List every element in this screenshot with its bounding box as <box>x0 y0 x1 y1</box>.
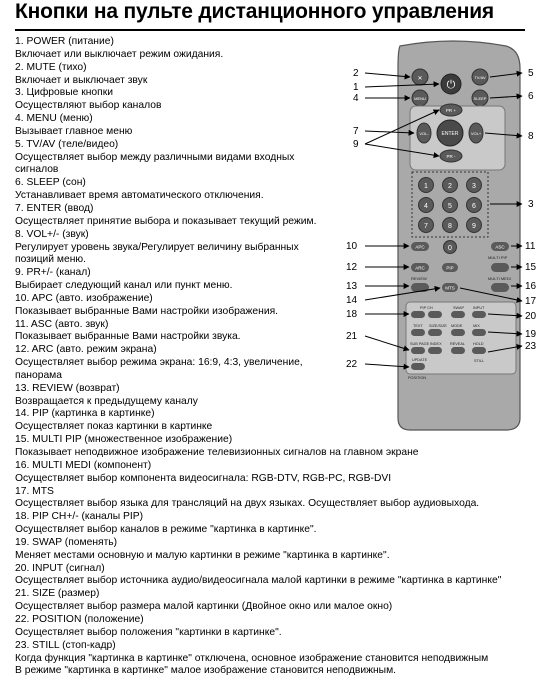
callout-number: 17 <box>525 296 537 307</box>
description-line: панорама <box>15 369 62 381</box>
description-line: Показывает выбранные Вами настройки звука. <box>15 331 241 343</box>
svg-text:MTS: MTS <box>445 285 455 291</box>
description-line: Устанавливает время автоматического отключения. <box>15 190 264 202</box>
svg-text:SUB PAGE: SUB PAGE <box>410 342 430 346</box>
description-line: 3. Цифровые кнопки <box>15 87 113 99</box>
svg-text:ARC: ARC <box>415 265 425 271</box>
description-line: Когда функция "картинка в картинке" отключена, основное изображение становится неподвижным <box>15 652 489 664</box>
digit-button[interactable] <box>419 198 434 213</box>
sub-page-button[interactable] <box>411 347 425 354</box>
svg-text:7: 7 <box>424 223 428 230</box>
tvav-button[interactable] <box>472 69 488 85</box>
svg-text:2: 2 <box>448 183 452 190</box>
svg-text:MULTI MEDI: MULTI MEDI <box>488 276 511 281</box>
description-line: Выбирает следующий канал или пункт меню. <box>15 280 233 292</box>
callout-number: 16 <box>525 281 537 292</box>
svg-text:POSITION: POSITION <box>408 376 427 380</box>
callout-number: 5 <box>528 68 534 79</box>
description-line: Регулирует уровень звука/Регулирует величину выбранных <box>15 241 299 253</box>
hold-button[interactable] <box>472 347 486 354</box>
pip-button[interactable] <box>442 263 458 272</box>
title-rule <box>15 29 525 31</box>
callout-number: 18 <box>346 309 358 320</box>
callout-number: 2 <box>353 68 359 79</box>
pip-ch-minus-button[interactable] <box>411 311 425 318</box>
callout-number: 22 <box>346 359 358 370</box>
svg-text:STILL: STILL <box>474 359 485 363</box>
callout-number: 3 <box>528 199 534 210</box>
enter-button[interactable] <box>437 120 463 146</box>
description-line: Осуществляет выбор между различными видами входных <box>15 151 295 163</box>
description-line: Осуществляет принятие выбора и показывает текущий режим. <box>15 215 317 227</box>
description-line: 22. POSITION (положение) <box>15 613 144 625</box>
description-line: 17. MTS <box>15 485 54 497</box>
update-button[interactable] <box>411 363 425 370</box>
index-button[interactable] <box>428 347 442 354</box>
digit-button[interactable] <box>419 178 434 193</box>
description-line: Возвращается к предыдущему каналу <box>15 395 198 407</box>
callout-number: 1 <box>353 82 359 93</box>
asc-button[interactable] <box>491 242 509 251</box>
svg-text:SWAP: SWAP <box>453 306 465 310</box>
callout-number: 4 <box>353 93 359 104</box>
description-line: Включает или выключает режим ожидания. <box>15 48 224 60</box>
description-line: 8. VOL+/- (звук) <box>15 228 89 240</box>
callout-number: 9 <box>353 139 359 150</box>
pr-plus-button[interactable] <box>440 104 462 116</box>
digit-button[interactable] <box>443 198 458 213</box>
description-line: Осуществляет выбор источника аудио/видеосигнала малой картинки в режиме "картинка в картинке" <box>15 575 502 587</box>
callout-number: 19 <box>525 329 537 340</box>
pip-ch-plus-button[interactable] <box>428 311 442 318</box>
multi-medi-button[interactable] <box>491 283 509 292</box>
description-line: 4. MENU (меню) <box>15 113 93 125</box>
description-line: 7. ENTER (ввод) <box>15 202 94 214</box>
menu-button[interactable] <box>412 90 428 106</box>
description-line: В режиме "картинка в картинке" малое изображение становится неподвижным. <box>15 665 397 677</box>
svg-text:PR +: PR + <box>445 108 457 113</box>
callout-number: 21 <box>346 331 358 342</box>
callout-number: 11 <box>525 241 536 252</box>
description-line: 12. ARC (авто. режим экрана) <box>15 344 157 356</box>
size-button[interactable] <box>428 329 442 336</box>
sleep-button[interactable] <box>472 90 488 106</box>
svg-text:INPUT: INPUT <box>473 306 485 310</box>
svg-text:✕: ✕ <box>417 76 423 82</box>
svg-text:9: 9 <box>472 223 476 230</box>
description-line: 21. SIZE (размер) <box>15 588 100 600</box>
description-line: Показывает выбранные Вами настройки изображения. <box>15 305 279 317</box>
description-line: Осуществляет выбор языка для трансляций на двух языках. Осуществляет выбор аудиовыхода. <box>15 498 480 510</box>
digit-button[interactable] <box>443 218 458 233</box>
description-line: 18. PIP CH+/- (каналы PIP) <box>15 511 144 523</box>
description-line: Осуществляет выбор размера малой картинки (Двойное окно или малое окно) <box>15 601 393 613</box>
svg-text:PIP: PIP <box>446 265 454 271</box>
callout-number: 10 <box>346 241 358 252</box>
svg-text:REVIEW: REVIEW <box>411 276 427 281</box>
digit-button[interactable] <box>444 241 457 254</box>
power-button[interactable] <box>441 74 461 94</box>
description-line: Показывает неподвижное изображение телевизионных сигналов на главном экране <box>15 447 419 458</box>
callout-number: 6 <box>528 91 534 102</box>
svg-text:MULTI PIP: MULTI PIP <box>488 255 508 260</box>
description-line: 2. MUTE (тихо) <box>15 61 87 73</box>
callout-number: 14 <box>346 295 358 306</box>
digit-button[interactable] <box>443 178 458 193</box>
svg-text:HOLD: HOLD <box>473 342 484 346</box>
pr-minus-button[interactable] <box>440 150 462 162</box>
svg-text:SIZE/SIZE: SIZE/SIZE <box>429 324 447 328</box>
mix-button[interactable] <box>472 329 486 336</box>
description-line: Осуществляет выбор каналов в режиме "картинка в картинке". <box>15 524 317 536</box>
power-icon: ⏻ <box>446 79 456 91</box>
description-line: 20. INPUT (сигнал) <box>15 562 105 574</box>
svg-text:APC: APC <box>415 244 425 250</box>
description-line: 11. ASC (авто. звук) <box>15 318 109 330</box>
description-line: Осуществляют выбор каналов <box>15 100 162 112</box>
description-line: 14. PIP (картинка в картинке) <box>15 408 155 420</box>
description-line: Осуществляет выбор режима экрана: 16:9, 4:3, увеличение, <box>15 357 303 369</box>
callout-number: 12 <box>346 262 358 273</box>
svg-text:PIP CH: PIP CH <box>420 306 433 310</box>
description-line: 15. MULTI PIP (множественное изображение) <box>15 434 233 446</box>
description-line: Осуществляет показ картинки в картинке <box>15 421 213 433</box>
callout-number: 23 <box>525 341 537 352</box>
vol-plus-button[interactable] <box>469 123 483 143</box>
svg-text:ASC: ASC <box>495 244 505 250</box>
callout-number: 8 <box>528 131 534 142</box>
svg-text:VOL-: VOL- <box>419 131 429 136</box>
apc-button[interactable] <box>411 242 429 251</box>
multi-pip-button[interactable] <box>491 263 509 272</box>
remote-control-illustration <box>338 40 538 435</box>
vol-minus-button[interactable] <box>417 123 431 143</box>
svg-text:8: 8 <box>448 223 452 230</box>
description-line: сигналов <box>15 164 59 176</box>
svg-text:UPDATE: UPDATE <box>412 358 428 362</box>
description-line: Вызывает главное меню <box>15 125 133 137</box>
svg-text:5: 5 <box>448 203 452 210</box>
description-line: 23. STILL (стоп-кадр) <box>15 639 116 651</box>
mode-button[interactable] <box>451 329 465 336</box>
svg-text:REVEAL: REVEAL <box>450 342 465 346</box>
callout-number: 15 <box>525 262 537 273</box>
svg-text:INDEX: INDEX <box>430 342 442 346</box>
callout-number: 7 <box>353 126 359 137</box>
svg-text:1: 1 <box>424 183 428 190</box>
svg-text:MIX: MIX <box>473 324 480 328</box>
svg-text:TEXT: TEXT <box>413 324 423 328</box>
mts-button[interactable] <box>442 283 458 292</box>
description-line: позиций меню. <box>15 254 86 266</box>
description-line: Меняет местами основную и малую картинки в режиме "картинка в картинке". <box>15 549 390 561</box>
page-title: Кнопки на пульте дистанционного управления <box>15 0 494 23</box>
description-line: 10. APC (авто. изображение) <box>15 292 153 304</box>
description-line: Осуществляет выбор компонента видеосигнала: RGB-DTV, RGB-PC, RGB-DVI <box>15 472 392 484</box>
mute-button[interactable] <box>412 69 428 85</box>
svg-text:4: 4 <box>424 203 428 210</box>
description-line: 1. POWER (питание) <box>15 36 114 47</box>
callout-number: 13 <box>346 281 358 292</box>
svg-text:SLEEP: SLEEP <box>473 96 487 101</box>
input-button[interactable] <box>472 311 486 318</box>
description-line: 9. PR+/- (канал) <box>15 267 91 279</box>
callout-number: 20 <box>525 311 537 322</box>
digit-button[interactable] <box>467 198 482 213</box>
digit-button[interactable] <box>467 178 482 193</box>
description-line: 19. SWAP (поменять) <box>15 536 118 548</box>
description-line: 16. MULTI MEDI (компонент) <box>15 459 152 471</box>
svg-text:MENU: MENU <box>414 96 426 101</box>
svg-text:TV/AV: TV/AV <box>474 75 486 80</box>
swap-button[interactable] <box>451 311 465 318</box>
description-line: Осуществляет выбор положения "картинки в картинке". <box>15 626 282 638</box>
svg-text:3: 3 <box>472 183 476 190</box>
svg-text:VOL+: VOL+ <box>470 131 482 136</box>
svg-text:MODE: MODE <box>451 324 463 328</box>
digit-button[interactable] <box>467 218 482 233</box>
svg-text:ENTER: ENTER <box>441 131 459 137</box>
text-button[interactable] <box>411 329 425 336</box>
description-line: 13. REVIEW (возврат) <box>15 382 120 394</box>
description-line: 5. TV/AV (теле/видео) <box>15 138 119 150</box>
svg-text:6: 6 <box>472 203 476 210</box>
description-line: 6. SLEEP (сон) <box>15 177 86 189</box>
reveal-button[interactable] <box>451 347 465 354</box>
arc-button[interactable] <box>411 263 429 272</box>
svg-text:0: 0 <box>448 245 452 252</box>
description-line: Включает и выключает звук <box>15 74 148 86</box>
digit-button[interactable] <box>419 218 434 233</box>
svg-text:PR -: PR - <box>446 154 456 159</box>
